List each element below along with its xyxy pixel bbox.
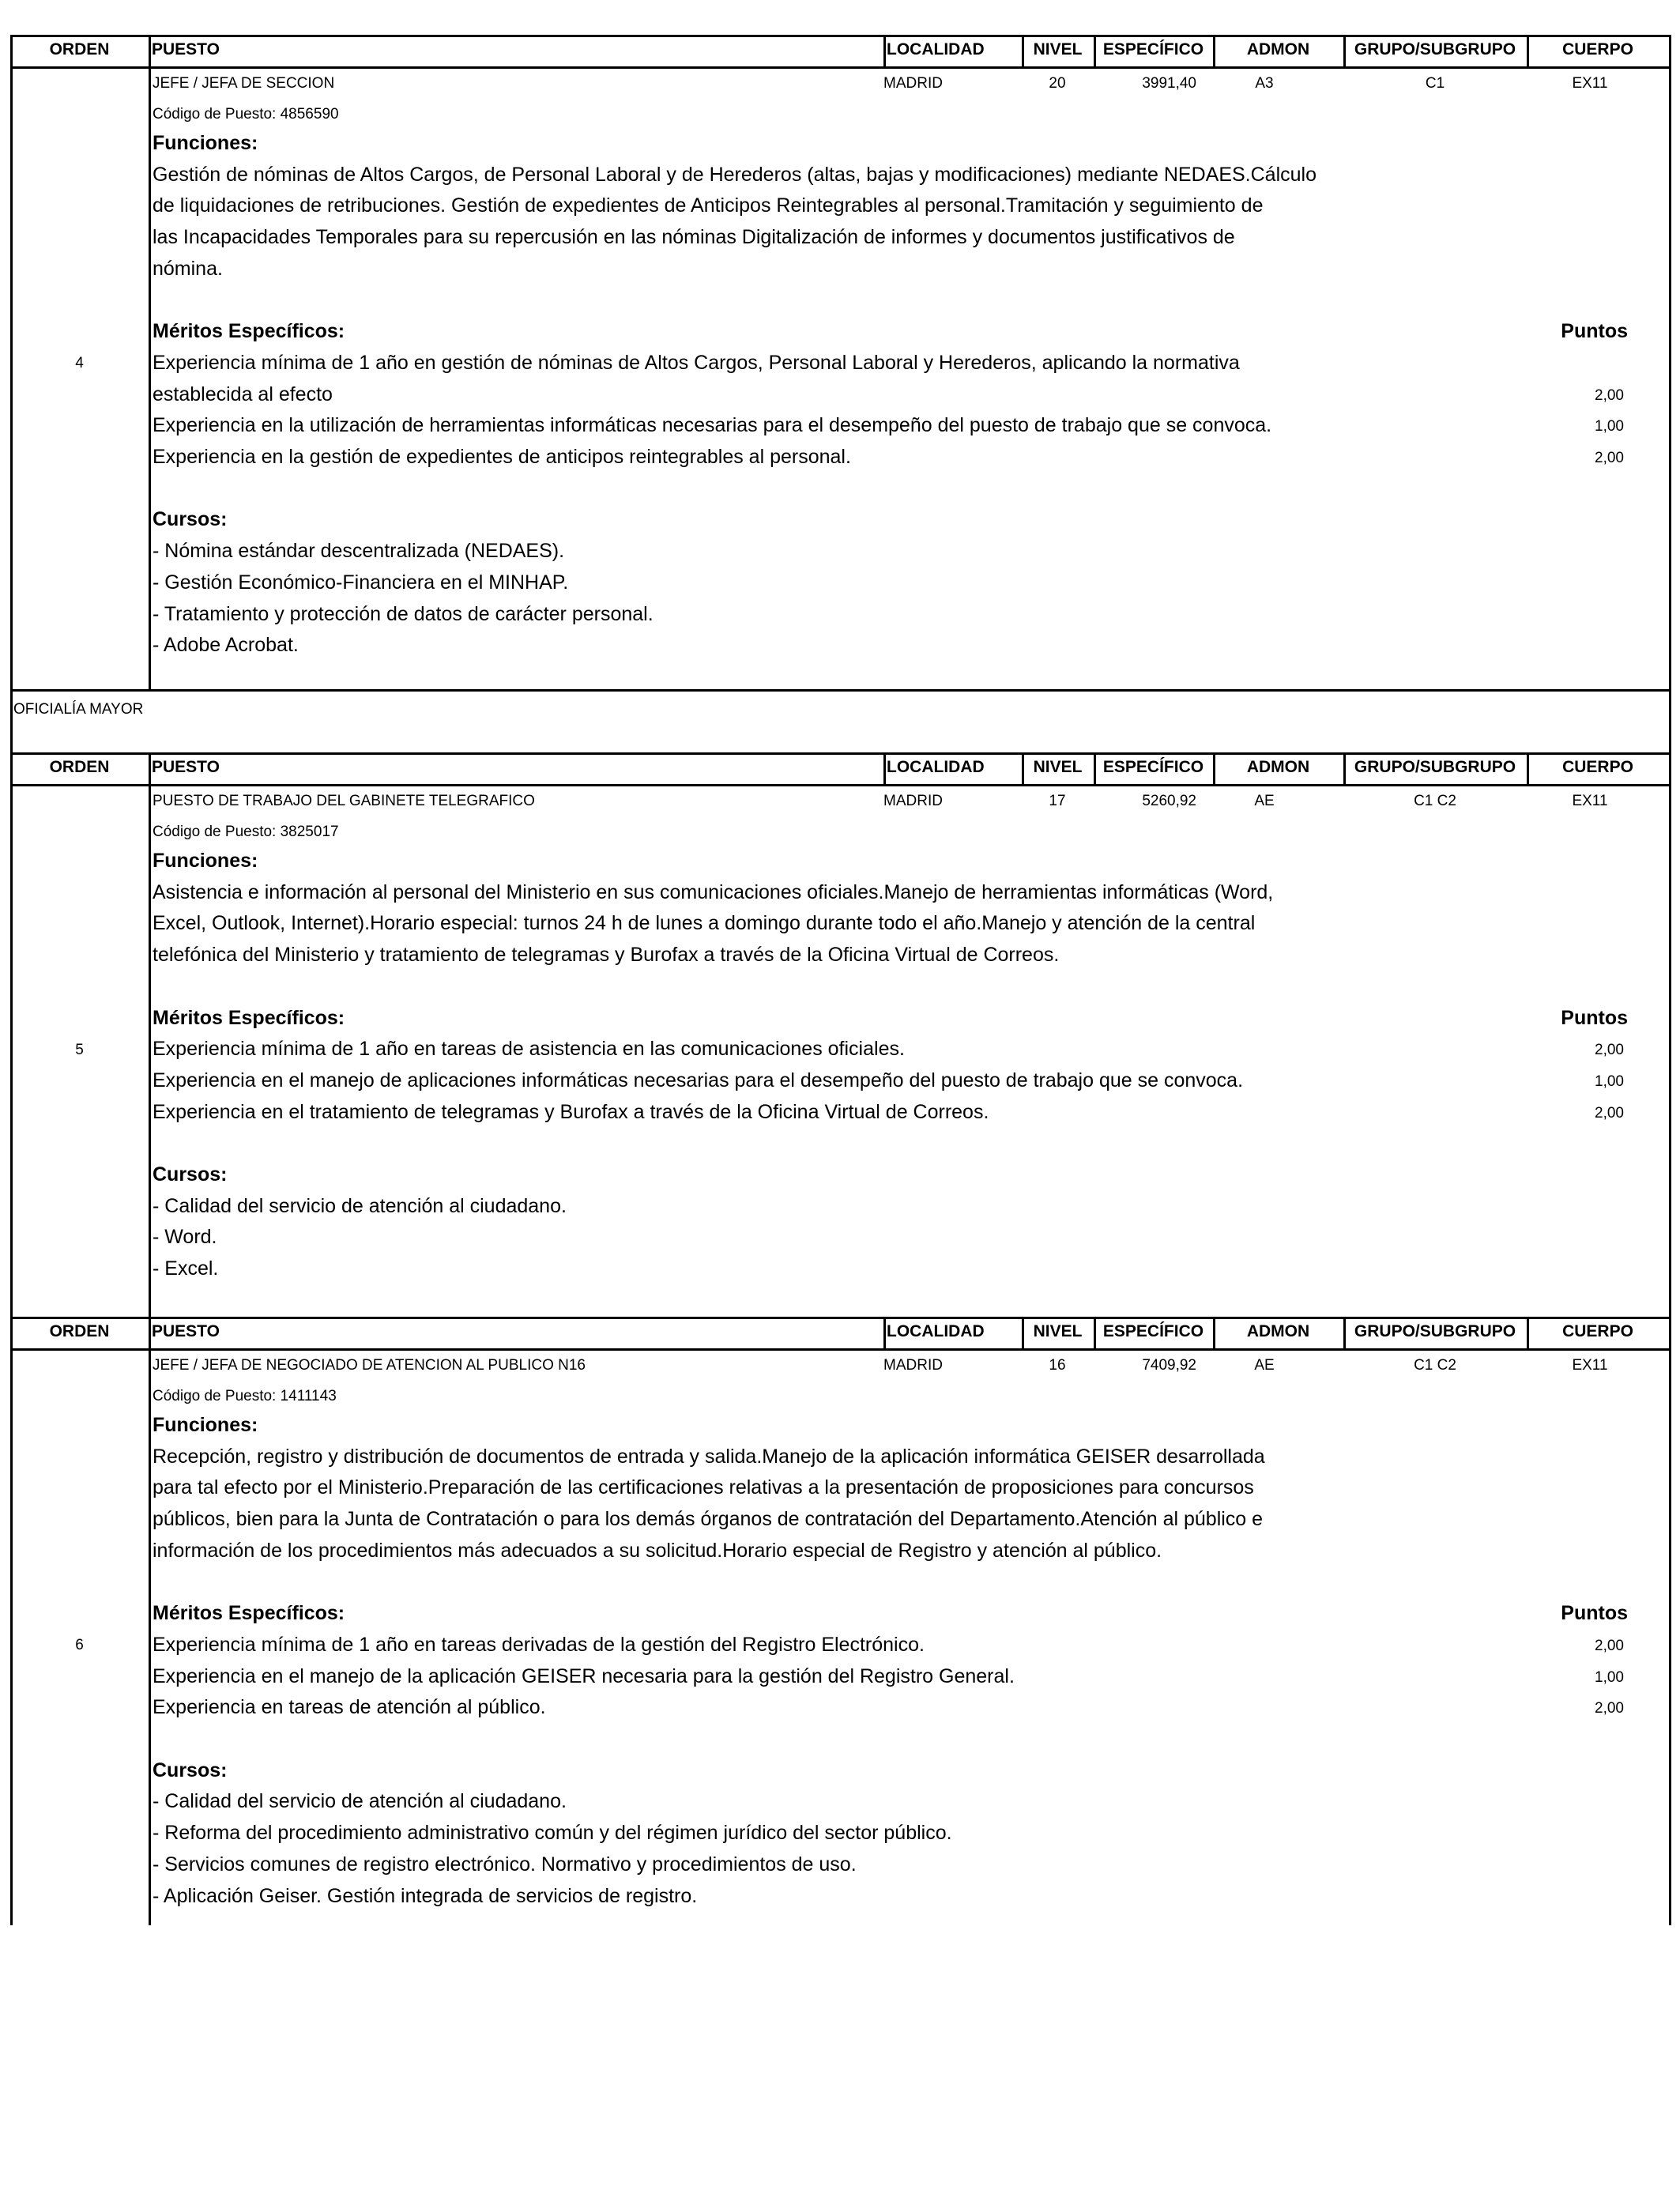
- curso-line: - Excel.: [153, 1257, 219, 1280]
- nivel-value: 20: [1049, 75, 1066, 92]
- funciones-line: Recepción, registro y distribución de documentos de entrada y salida.Manejo de la aplicación informática GEISER desarrollada: [153, 1445, 1265, 1468]
- header-column-rule: [883, 752, 886, 784]
- especifico-value: 7409,92: [1142, 1357, 1196, 1374]
- header-column-rule: [1669, 1317, 1671, 1348]
- funciones-line: Gestión de nóminas de Altos Cargos, de Personal Laboral y de Herederos (altas, bajas y modificaciones) mediante NEDAES.Cálculo: [153, 163, 1317, 186]
- puntos-label: Puntos: [1561, 1602, 1628, 1625]
- orden-divider: [149, 1348, 151, 1925]
- merito-line: Experiencia mínima de 1 año en tareas derivadas de la gestión del Registro Electrónico.: [153, 1633, 925, 1656]
- orden-number: 4: [75, 355, 84, 372]
- puntos-value: 1,00: [1595, 1668, 1624, 1686]
- curso-line: - Tratamiento y protección de datos de carácter personal.: [153, 602, 654, 625]
- funciones-line: Asistencia e información al personal del Ministerio en sus comunicaciones oficiales.Manejo de herramientas informáticas (Word,: [153, 880, 1274, 903]
- localidad-value: MADRID: [883, 75, 943, 92]
- cursos-label: Cursos:: [153, 508, 228, 531]
- section-title: OFICIALÍA MAYOR: [13, 701, 144, 718]
- header-column-rule: [149, 35, 151, 66]
- right-border: [1669, 784, 1671, 1317]
- header-localidad: LOCALIDAD: [887, 758, 985, 776]
- header-column-rule: [149, 1317, 151, 1348]
- orden-divider: [149, 784, 151, 1317]
- meritos-label: Méritos Específicos:: [153, 1006, 345, 1029]
- curso-line: - Servicios comunes de registro electrónico. Normativo y procedimientos de uso.: [153, 1853, 857, 1875]
- cuerpo-value: EX11: [1572, 793, 1608, 809]
- right-border: [1669, 66, 1671, 689]
- admon-value: AE: [1254, 1357, 1275, 1374]
- merito-line: Experiencia en el manejo de aplicaciones informáticas necesarias para el desempeño del puesto de trabajo que se convoca.: [153, 1069, 1244, 1091]
- header-especifico: ESPECÍFICO: [1102, 1322, 1204, 1340]
- merito-line: Experiencia mínima de 1 año en tareas de asistencia en las comunicaciones oficiales.: [153, 1038, 905, 1061]
- funciones-line: de liquidaciones de retribuciones. Gestión de expedientes de Anticipos Reintegrables al personal.Tramitación y seguimiento de: [153, 194, 1264, 217]
- cursos-label: Cursos:: [153, 1759, 228, 1781]
- header-bottom-rule: [10, 66, 1669, 69]
- funciones-line: Excel, Outlook, Internet).Horario especial: turnos 24 h de lunes a domingo durante todo el año.Manejo y atención de la central: [153, 912, 1256, 935]
- puesto-title: JEFE / JEFA DE NEGOCIADO DE ATENCION AL PUBLICO N16: [153, 1357, 586, 1374]
- especifico-value: 3991,40: [1142, 75, 1196, 92]
- curso-line: - Nómina estándar descentralizada (NEDAES).: [153, 540, 565, 563]
- merito-line: Experiencia en tareas de atención al público.: [153, 1696, 546, 1719]
- merito-line: Experiencia en el manejo de la aplicación GEISER necesaria para la gestión del Registro General.: [153, 1664, 1015, 1687]
- orden-number: 5: [75, 1041, 84, 1058]
- puntos-value: 1,00: [1595, 418, 1624, 435]
- especifico-value: 5260,92: [1142, 793, 1196, 809]
- funciones-line: las Incapacidades Temporales para su repercusión en las nóminas Digitalización de informes y documentos justificativos de: [153, 226, 1235, 249]
- curso-line: - Calidad del servicio de atención al ciudadano.: [153, 1194, 567, 1217]
- merito-line: Experiencia en la utilización de herramientas informáticas necesarias para el desempeño del puesto de trabajo que se convoca.: [153, 414, 1272, 437]
- right-border: [1669, 689, 1671, 752]
- funciones-line: para tal efecto por el Ministerio.Preparación de las certificaciones relativas a la presentación de proposiciones para concursos: [153, 1476, 1254, 1499]
- puntos-value: 2,00: [1595, 1700, 1624, 1717]
- header-localidad: LOCALIDAD: [887, 40, 985, 58]
- header-puesto: PUESTO: [152, 758, 220, 776]
- meritos-label: Méritos Específicos:: [153, 320, 345, 343]
- funciones-line: telefónica del Ministerio y tratamiento de telegramas y Burofax a través de la Oficina Virtual de Correos.: [153, 944, 1060, 967]
- header-nivel: NIVEL: [1033, 40, 1083, 58]
- merito-line: Experiencia en la gestión de expedientes de anticipos reintegrables al personal.: [153, 446, 851, 468]
- grupo-value: C1 C2: [1414, 1357, 1456, 1374]
- header-cuerpo: CUERPO: [1562, 758, 1633, 776]
- admon-value: A3: [1255, 75, 1274, 92]
- header-cuerpo: CUERPO: [1562, 1322, 1633, 1340]
- header-especifico: ESPECÍFICO: [1102, 40, 1204, 58]
- puntos-value: 2,00: [1595, 1104, 1624, 1122]
- header-column-rule: [1669, 752, 1671, 784]
- curso-line: - Word.: [153, 1226, 217, 1249]
- curso-line: - Gestión Económico-Financiera en el MINHAP.: [153, 571, 569, 594]
- merito-line: Experiencia mínima de 1 año en gestión de nóminas de Altos Cargos, Personal Laboral y Herederos, aplicando la normativa: [153, 351, 1240, 374]
- orden-number: 6: [75, 1637, 84, 1654]
- header-bottom-rule: [10, 1348, 1669, 1351]
- localidad-value: MADRID: [883, 793, 943, 809]
- header-nivel: NIVEL: [1033, 758, 1083, 776]
- grupo-value: C1: [1425, 75, 1445, 92]
- curso-line: - Adobe Acrobat.: [153, 634, 299, 657]
- funciones-label: Funciones:: [153, 132, 258, 154]
- funciones-line: nómina.: [153, 257, 223, 280]
- header-bottom-rule: [10, 784, 1669, 786]
- puntos-value: 2,00: [1595, 1042, 1624, 1059]
- header-orden: ORDEN: [49, 1322, 110, 1340]
- header-column-rule: [1669, 35, 1671, 66]
- curso-line: - Reforma del procedimiento administrativo común y del régimen jurídico del sector público.: [153, 1822, 952, 1845]
- right-border: [1669, 1348, 1671, 1925]
- funciones-line: información de los procedimientos más adecuados a su solicitud.Horario especial de Registro y atención al público.: [153, 1539, 1162, 1562]
- header-puesto: PUESTO: [152, 40, 220, 58]
- puesto-title: PUESTO DE TRABAJO DEL GABINETE TELEGRAFICO: [153, 793, 535, 809]
- header-puesto: PUESTO: [152, 1322, 220, 1340]
- header-grupo: GRUPO/SUBGRUPO: [1354, 40, 1516, 58]
- admon-value: AE: [1254, 793, 1275, 809]
- header-cuerpo: CUERPO: [1562, 40, 1633, 58]
- merito-line: establecida al efecto: [153, 383, 333, 405]
- header-grupo: GRUPO/SUBGRUPO: [1354, 758, 1516, 776]
- grupo-value: C1 C2: [1414, 793, 1456, 809]
- puntos-label: Puntos: [1561, 1006, 1628, 1029]
- block-bottom-rule: [10, 689, 1669, 692]
- header-localidad: LOCALIDAD: [887, 1322, 985, 1340]
- header-orden: ORDEN: [49, 758, 110, 776]
- left-border: [10, 66, 13, 689]
- localidad-value: MADRID: [883, 1357, 943, 1374]
- left-border: [10, 689, 13, 752]
- nivel-value: 16: [1049, 1357, 1066, 1374]
- puesto-title: JEFE / JEFA DE SECCION: [153, 75, 335, 92]
- cursos-label: Cursos:: [153, 1163, 228, 1186]
- header-orden: ORDEN: [49, 40, 110, 58]
- curso-line: - Calidad del servicio de atención al ciudadano.: [153, 1790, 567, 1813]
- curso-line: - Aplicación Geiser. Gestión integrada de servicios de registro.: [153, 1884, 698, 1907]
- header-admon: ADMON: [1246, 758, 1310, 776]
- codigo-puesto: Código de Puesto: 4856590: [153, 106, 339, 123]
- puntos-value: 1,00: [1595, 1072, 1624, 1090]
- funciones-label: Funciones:: [153, 1414, 258, 1436]
- orden-divider: [149, 66, 151, 689]
- cuerpo-value: EX11: [1572, 1357, 1608, 1374]
- header-nivel: NIVEL: [1033, 1322, 1083, 1340]
- funciones-label: Funciones:: [153, 850, 258, 872]
- nivel-value: 17: [1049, 793, 1066, 809]
- puntos-label: Puntos: [1561, 320, 1628, 343]
- meritos-label: Méritos Específicos:: [153, 1602, 345, 1625]
- codigo-puesto: Código de Puesto: 3825017: [153, 824, 339, 840]
- header-admon: ADMON: [1246, 40, 1310, 58]
- header-especifico: ESPECÍFICO: [1102, 758, 1204, 776]
- codigo-puesto: Código de Puesto: 1411143: [153, 1388, 337, 1404]
- header-grupo: GRUPO/SUBGRUPO: [1354, 1322, 1516, 1340]
- header-column-rule: [149, 752, 151, 784]
- funciones-line: públicos, bien para la Junta de Contratación o para los demás órganos de contratación del Departamento.Atención al público e: [153, 1508, 1264, 1531]
- header-column-rule: [883, 1317, 886, 1348]
- puntos-value: 2,00: [1595, 386, 1624, 404]
- puntos-value: 2,00: [1595, 450, 1624, 466]
- cuerpo-value: EX11: [1572, 75, 1608, 92]
- header-column-rule: [883, 35, 886, 66]
- puntos-value: 2,00: [1595, 1637, 1624, 1654]
- merito-line: Experiencia en el tratamiento de telegramas y Burofax a través de la Oficina Virtual de Correos.: [153, 1100, 989, 1123]
- header-admon: ADMON: [1246, 1322, 1310, 1340]
